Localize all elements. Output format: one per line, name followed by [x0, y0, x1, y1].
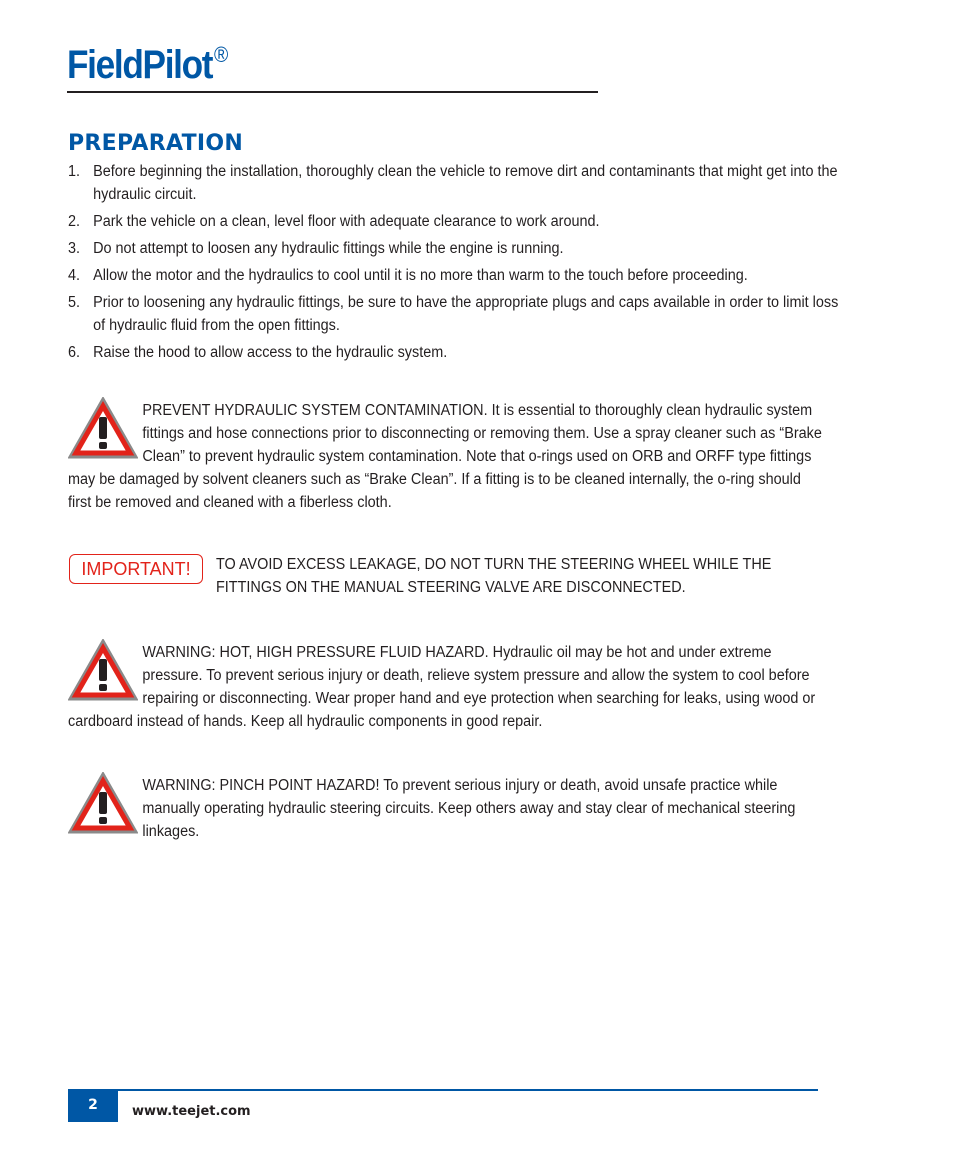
registered-mark: ®	[213, 42, 229, 67]
list-item	[68, 210, 846, 233]
warning-text: PREVENT HYDRAULIC SYSTEM CONTAMINATION. It is essential to thoroughly clean hydraulic system fittings and hose connections prior to disconnecting or removing them. Use a spray cleaner such as “Brake Clean” to prevent hydraulic system contamination. Note that o-rings used on ORB and ORFF type fittings may be damaged by solvent cleaners such as “Brake Clean”. If a fitting is to be cleaned internally, the o-ring should first be removed and cleaned with a fiberless cloth.	[68, 402, 822, 511]
important-badge: IMPORTANT!	[69, 554, 203, 584]
hot-fluid-warning	[68, 641, 828, 733]
footer-url[interactable]: www.teejet.com	[132, 1104, 251, 1119]
step-number: 5.	[68, 294, 81, 311]
brand-logo	[67, 44, 228, 85]
step-number: 6.	[68, 344, 81, 361]
step-text: Raise the hood to allow access to the hydraulic system.	[93, 344, 448, 361]
pinch-point-warning	[68, 774, 828, 843]
header-divider	[67, 91, 598, 93]
list-item	[68, 264, 846, 287]
step-text: Prior to loosening any hydraulic fittings, be sure to have the appropriate plugs and caps available in order to limit loss of hydraulic fluid from the open fittings.	[93, 294, 839, 334]
list-item	[68, 237, 846, 260]
step-text: Do not attempt to loosen any hydraulic fittings while the engine is running.	[93, 240, 564, 257]
step-number: 2.	[68, 213, 81, 230]
important-text: TO AVOID EXCESS LEAKAGE, DO NOT TURN THE STEERING WHEEL WHILE THE FITTINGS ON THE MANUAL STEERING VALVE ARE DISCONNECTED.	[216, 556, 772, 596]
warning-text: WARNING: PINCH POINT HAZARD! To prevent serious injury or death, avoid unsafe practice while manually operating hydraulic steering circuits. Keep others away and stay clear of mechanical steering linkages.	[142, 777, 796, 840]
contamination-warning	[68, 399, 828, 514]
warning-text: WARNING: HOT, HIGH PRESSURE FLUID HAZARD. Hydraulic oil may be hot and under extreme pressure. To prevent serious injury or death, relieve system pressure and allow the system to cool before repairing or disconnecting. Wear proper hand and eye protection when searching for leaks, using wood or cardboard instead of hands. Keep all hydraulic components in good repair.	[68, 644, 816, 730]
footer-divider	[68, 1089, 818, 1091]
logo-text: FieldPilot	[67, 43, 213, 87]
step-number: 4.	[68, 267, 81, 284]
step-number: 1.	[68, 163, 81, 180]
step-number: 3.	[68, 240, 81, 257]
step-text: Allow the motor and the hydraulics to cool until it is no more than warm to the touch before proceeding.	[93, 267, 748, 284]
list-item	[68, 341, 846, 364]
section-title: PREPARATION	[68, 131, 244, 156]
page-number: 2	[68, 1091, 118, 1122]
preparation-steps	[68, 160, 839, 368]
step-text: Park the vehicle on a clean, level floor with adequate clearance to work around.	[93, 213, 600, 230]
step-text: Before beginning the installation, thoroughly clean the vehicle to remove dirt and contaminants that might get into the hydraulic circuit.	[93, 163, 838, 203]
list-item	[68, 160, 846, 206]
list-item	[68, 291, 846, 337]
